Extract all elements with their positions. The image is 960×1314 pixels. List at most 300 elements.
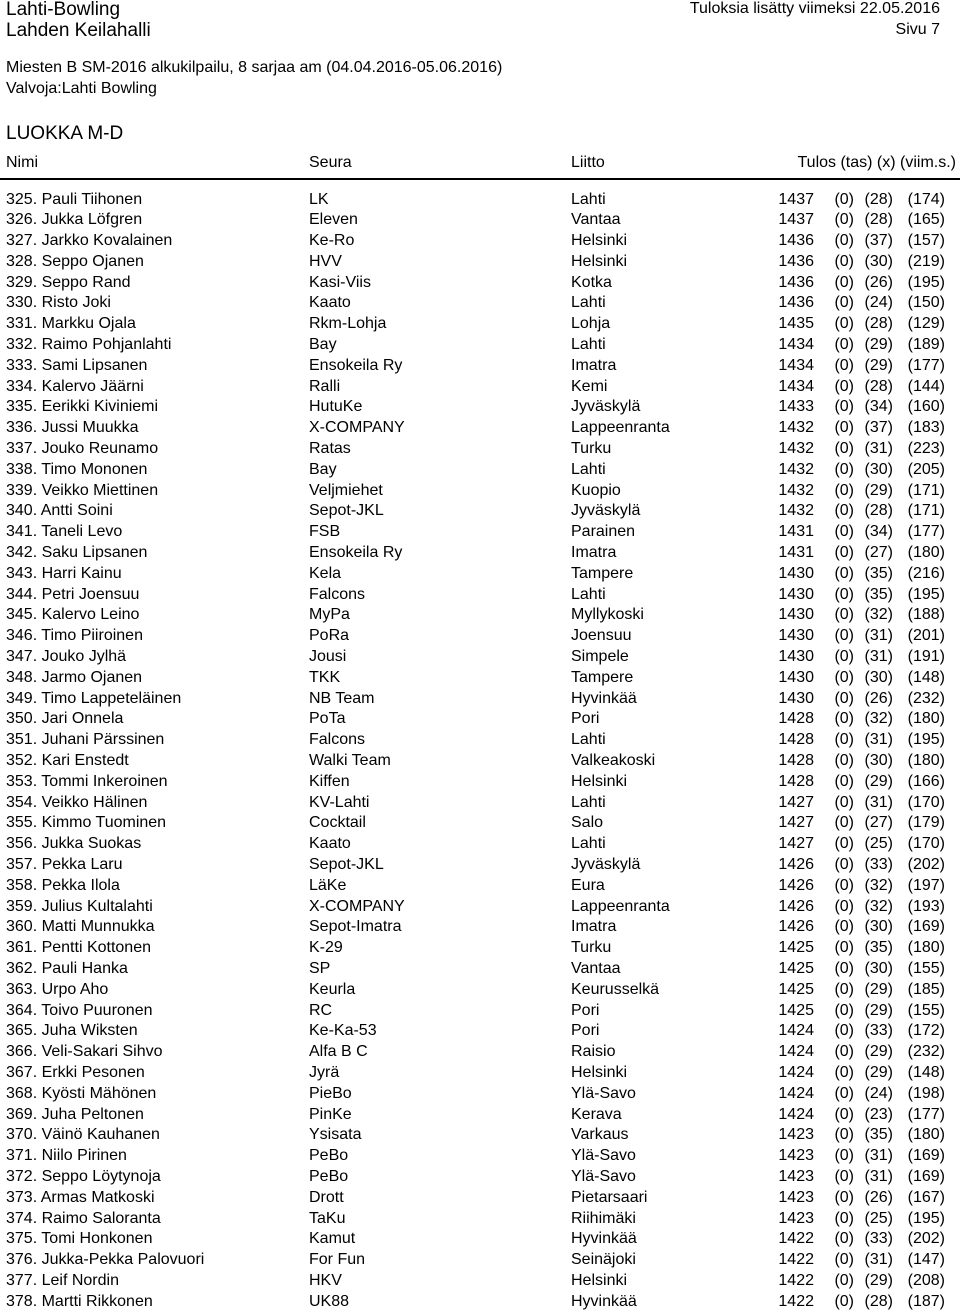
- player-association: Keurusselkä: [571, 980, 660, 998]
- player-name: 374. Raimo Saloranta: [6, 1209, 161, 1227]
- player-name: 356. Jukka Suokas: [6, 835, 142, 853]
- player-score: 1427: [778, 814, 814, 832]
- player-strikes: (28): [864, 190, 893, 208]
- column-header-association: Liitto: [571, 154, 605, 171]
- table-row: [0, 1167, 960, 1188]
- player-club: TaKu: [309, 1209, 346, 1227]
- player-association: Eura: [571, 876, 605, 894]
- table-row: [0, 1146, 960, 1167]
- player-club: HVV: [309, 252, 342, 270]
- player-score: 1434: [778, 356, 814, 374]
- player-last-series: (195): [907, 731, 945, 749]
- table-row: [0, 293, 960, 314]
- column-header-row: [0, 153, 960, 173]
- player-strikes: (31): [864, 1251, 893, 1269]
- player-score: 1426: [778, 856, 814, 873]
- table-row: [0, 813, 960, 834]
- player-name: 330. Risto Joki: [6, 294, 111, 312]
- player-handicap: (0): [834, 1188, 854, 1206]
- player-name: 366. Veli-Sakari Sihvo: [6, 1043, 163, 1061]
- player-association: Imatra: [571, 918, 617, 936]
- player-last-series: (148): [907, 1063, 945, 1081]
- table-row: [0, 793, 960, 814]
- player-name: 333. Sami Lipsanen: [6, 356, 148, 374]
- hall-name: Lahden Keilahalli: [6, 20, 151, 41]
- player-strikes: (37): [864, 232, 893, 250]
- player-association: Lohja: [571, 315, 611, 333]
- player-handicap: (0): [834, 959, 854, 977]
- player-association: Joensuu: [571, 627, 632, 645]
- table-row: [0, 460, 960, 481]
- player-handicap: (0): [834, 1105, 854, 1123]
- player-club: Ratas: [309, 440, 351, 458]
- table-row: [0, 897, 960, 918]
- player-club: Sepot-JKL: [309, 502, 384, 520]
- table-row: [0, 1292, 960, 1313]
- player-strikes: (35): [864, 564, 893, 582]
- player-handicap: (0): [834, 294, 854, 312]
- last-updated: Tuloksia lisätty viimeksi 22.05.2016: [689, 0, 940, 17]
- table-row: [0, 481, 960, 502]
- player-association: Parainen: [571, 523, 636, 541]
- player-handicap: (0): [834, 1292, 854, 1310]
- player-club: LK: [309, 190, 329, 208]
- player-association: Lahti: [571, 460, 606, 478]
- table-row: [0, 876, 960, 897]
- player-strikes: (28): [864, 377, 893, 395]
- player-strikes: (31): [864, 648, 893, 666]
- player-name: 352. Kari Enstedt: [6, 752, 129, 770]
- player-name: 360. Matti Munnukka: [6, 918, 155, 936]
- table-row: [0, 959, 960, 980]
- player-club: FSB: [309, 523, 341, 541]
- player-strikes: (25): [864, 835, 893, 853]
- player-handicap: (0): [834, 460, 854, 478]
- player-association: Kemi: [571, 377, 608, 395]
- player-last-series: (197): [907, 876, 945, 894]
- player-last-series: (216): [907, 564, 945, 582]
- player-last-series: (157): [907, 232, 945, 250]
- player-association: Vantaa: [571, 211, 621, 229]
- player-score: 1435: [778, 315, 814, 333]
- player-last-series: (223): [907, 440, 945, 458]
- player-handicap: (0): [834, 502, 854, 520]
- player-score: 1432: [778, 502, 814, 520]
- player-strikes: (25): [864, 1209, 893, 1227]
- player-last-series: (205): [907, 460, 945, 478]
- table-row: [0, 647, 960, 668]
- player-handicap: (0): [834, 273, 854, 291]
- player-club: Kela: [309, 564, 342, 582]
- class-title: LUOKKA M-D: [6, 123, 124, 144]
- player-name: 372. Seppo Löytynoja: [6, 1167, 161, 1185]
- player-name: 354. Veikko Hälinen: [6, 793, 148, 811]
- player-handicap: (0): [834, 523, 854, 541]
- player-score: 1431: [778, 523, 814, 541]
- player-association: Hyvinkää: [571, 1292, 637, 1310]
- header-divider: [0, 178, 960, 180]
- table-row: [0, 190, 960, 211]
- player-name: 377. Leif Nordin: [6, 1271, 119, 1289]
- player-handicap: (0): [834, 336, 854, 354]
- player-name: 337. Jouko Reunamo: [6, 440, 159, 458]
- player-club: HKV: [309, 1271, 342, 1289]
- player-handicap: (0): [834, 1043, 854, 1061]
- supervisor: Valvoja:Lahti Bowling: [6, 80, 157, 97]
- player-last-series: (167): [907, 1188, 945, 1206]
- player-strikes: (29): [864, 1271, 893, 1289]
- player-handicap: (0): [834, 440, 854, 458]
- competition-title: Miesten B SM-2016 alkukilpailu, 8 sarjaa am (04.04.2016-05.06.2016): [6, 59, 503, 76]
- player-association: Lahti: [571, 190, 606, 208]
- player-club: Ysisata: [309, 1126, 362, 1144]
- player-strikes: (29): [864, 1063, 893, 1081]
- table-row: [0, 397, 960, 418]
- player-score: 1430: [778, 627, 814, 645]
- player-handicap: (0): [834, 211, 854, 229]
- player-club: SP: [309, 959, 331, 977]
- player-strikes: (24): [864, 294, 893, 312]
- table-row: [0, 522, 960, 543]
- player-strikes: (32): [864, 710, 893, 728]
- player-last-series: (185): [907, 980, 945, 998]
- player-handicap: (0): [834, 606, 854, 624]
- player-strikes: (30): [864, 668, 893, 686]
- player-association: Lahti: [571, 793, 606, 811]
- player-last-series: (187): [907, 1292, 945, 1310]
- player-score: 1422: [778, 1230, 814, 1248]
- player-score: 1426: [778, 897, 814, 915]
- player-club: Jyrä: [309, 1063, 340, 1081]
- player-strikes: (27): [864, 544, 893, 562]
- player-strikes: (31): [864, 440, 893, 458]
- player-handicap: (0): [834, 752, 854, 770]
- player-association: Vantaa: [571, 959, 621, 977]
- player-last-series: (195): [907, 1209, 945, 1227]
- player-name: 364. Toivo Puuronen: [6, 1001, 153, 1019]
- player-strikes: (28): [864, 1292, 893, 1310]
- table-row: [0, 730, 960, 751]
- player-last-series: (150): [907, 294, 945, 312]
- player-club: PeBo: [309, 1147, 349, 1165]
- player-association: Helsinki: [571, 772, 628, 790]
- table-row: [0, 210, 960, 231]
- player-strikes: (29): [864, 481, 893, 499]
- player-handicap: (0): [834, 1063, 854, 1081]
- player-last-series: (232): [907, 689, 945, 707]
- player-score: 1430: [778, 606, 814, 624]
- player-association: Turku: [571, 939, 612, 957]
- player-name: 370. Väinö Kauhanen: [6, 1126, 160, 1144]
- player-association: Jyväskylä: [571, 398, 641, 416]
- player-name: 351. Juhani Pärssinen: [6, 731, 165, 749]
- player-score: 1430: [778, 668, 814, 686]
- table-row: [0, 980, 960, 1001]
- player-handicap: (0): [834, 835, 854, 853]
- player-strikes: (29): [864, 980, 893, 998]
- player-association: Lahti: [571, 294, 606, 312]
- player-association: Simpele: [571, 648, 629, 666]
- player-last-series: (169): [907, 1167, 945, 1185]
- player-club: Ensokeila Ry: [309, 356, 403, 374]
- player-last-series: (169): [907, 1147, 945, 1165]
- player-strikes: (29): [864, 336, 893, 354]
- player-score: 1430: [778, 564, 814, 582]
- player-association: Helsinki: [571, 252, 628, 270]
- player-score: 1432: [778, 460, 814, 478]
- player-name: 349. Timo Lappeteläinen: [6, 689, 182, 707]
- player-association: Jyväskylä: [571, 856, 641, 873]
- player-association: Pori: [571, 1001, 600, 1019]
- player-club: Alfa B C: [309, 1043, 368, 1061]
- player-score: 1432: [778, 440, 814, 458]
- table-row: [0, 356, 960, 377]
- player-score: 1431: [778, 544, 814, 562]
- player-name: 329. Seppo Rand: [6, 273, 131, 291]
- player-last-series: (177): [907, 356, 945, 374]
- player-last-series: (183): [907, 419, 945, 437]
- player-score: 1428: [778, 772, 814, 790]
- player-association: Lahti: [571, 835, 606, 853]
- player-last-series: (148): [907, 668, 945, 686]
- player-club: Falcons: [309, 585, 366, 603]
- player-association: Lahti: [571, 585, 606, 603]
- player-handicap: (0): [834, 1001, 854, 1019]
- player-last-series: (180): [907, 544, 945, 562]
- player-last-series: (189): [907, 336, 945, 354]
- player-club: Keurla: [309, 980, 356, 998]
- player-name: 362. Pauli Hanka: [6, 959, 128, 977]
- player-strikes: (24): [864, 1084, 893, 1102]
- player-handicap: (0): [834, 419, 854, 437]
- player-name: 338. Timo Mononen: [6, 460, 148, 478]
- player-last-series: (170): [907, 835, 945, 853]
- player-last-series: (202): [907, 1230, 945, 1248]
- player-association: Imatra: [571, 544, 617, 562]
- player-handicap: (0): [834, 710, 854, 728]
- player-score: 1427: [778, 793, 814, 811]
- player-strikes: (31): [864, 1167, 893, 1185]
- player-name: 342. Saku Lipsanen: [6, 544, 148, 562]
- player-club: Bay: [309, 336, 337, 354]
- player-handicap: (0): [834, 564, 854, 582]
- player-last-series: (147): [907, 1251, 945, 1269]
- player-club: Sepot-Imatra: [309, 918, 402, 936]
- player-strikes: (35): [864, 1126, 893, 1144]
- player-name: 371. Niilo Pirinen: [6, 1147, 127, 1165]
- column-header-name: Nimi: [6, 154, 38, 171]
- player-club: Kaato: [309, 294, 351, 312]
- player-handicap: (0): [834, 876, 854, 894]
- player-handicap: (0): [834, 1022, 854, 1040]
- player-last-series: (201): [907, 627, 945, 645]
- player-score: 1422: [778, 1271, 814, 1289]
- player-score: 1423: [778, 1167, 814, 1185]
- player-club: X-COMPANY: [309, 897, 405, 915]
- player-club: PinKe: [309, 1105, 352, 1123]
- player-strikes: (32): [864, 897, 893, 915]
- player-last-series: (155): [907, 1001, 945, 1019]
- player-name: 368. Kyösti Mähönen: [6, 1084, 157, 1102]
- player-association: Myllykoski: [571, 606, 644, 624]
- table-row: [0, 1105, 960, 1126]
- player-strikes: (29): [864, 1001, 893, 1019]
- player-name: 348. Jarmo Ojanen: [6, 668, 143, 686]
- table-row: [0, 585, 960, 606]
- player-last-series: (165): [907, 211, 945, 229]
- player-name: 359. Julius Kultalahti: [6, 897, 153, 915]
- player-name: 345. Kalervo Leino: [6, 606, 140, 624]
- player-score: 1424: [778, 1043, 814, 1061]
- player-score: 1432: [778, 419, 814, 437]
- player-association: Kerava: [571, 1105, 622, 1123]
- player-name: 365. Juha Wiksten: [6, 1022, 138, 1040]
- player-association: Lappeenranta: [571, 419, 670, 437]
- player-last-series: (180): [907, 939, 945, 957]
- player-name: 346. Timo Piiroinen: [6, 627, 143, 645]
- player-handicap: (0): [834, 315, 854, 333]
- player-last-series: (177): [907, 523, 945, 541]
- player-association: Lappeenranta: [571, 897, 670, 915]
- player-handicap: (0): [834, 689, 854, 707]
- player-club: MyPa: [309, 606, 350, 624]
- player-score: 1422: [778, 1251, 814, 1269]
- player-strikes: (33): [864, 1230, 893, 1248]
- player-club: Cocktail: [309, 814, 366, 832]
- player-score: 1422: [778, 1292, 814, 1310]
- player-association: Ylä-Savo: [571, 1147, 636, 1165]
- player-last-series: (193): [907, 897, 945, 915]
- player-strikes: (35): [864, 585, 893, 603]
- player-last-series: (180): [907, 752, 945, 770]
- player-score: 1430: [778, 648, 814, 666]
- player-score: 1437: [778, 190, 814, 208]
- player-score: 1424: [778, 1084, 814, 1102]
- player-score: 1436: [778, 273, 814, 291]
- player-score: 1423: [778, 1188, 814, 1206]
- table-row: [0, 626, 960, 647]
- player-handicap: (0): [834, 918, 854, 936]
- player-strikes: (23): [864, 1105, 893, 1123]
- player-last-series: (171): [907, 481, 945, 499]
- player-strikes: (28): [864, 502, 893, 520]
- table-row: [0, 605, 960, 626]
- table-row: [0, 252, 960, 273]
- player-association: Riihimäki: [571, 1209, 636, 1227]
- player-handicap: (0): [834, 731, 854, 749]
- player-club: HutuKe: [309, 398, 363, 416]
- player-score: 1428: [778, 731, 814, 749]
- player-association: Pori: [571, 1022, 600, 1040]
- player-last-series: (155): [907, 959, 945, 977]
- player-score: 1433: [778, 398, 814, 416]
- player-handicap: (0): [834, 190, 854, 208]
- table-row: [0, 1063, 960, 1084]
- player-club: TKK: [309, 668, 341, 686]
- player-strikes: (27): [864, 814, 893, 832]
- player-score: 1434: [778, 336, 814, 354]
- table-row: [0, 668, 960, 689]
- player-club: Bay: [309, 460, 337, 478]
- player-name: 373. Armas Matkoski: [6, 1188, 155, 1206]
- table-row: [0, 1021, 960, 1042]
- player-club: Kaato: [309, 835, 351, 853]
- table-row: [0, 418, 960, 439]
- player-name: 336. Jussi Muukka: [6, 419, 139, 437]
- column-header-club: Seura: [309, 154, 352, 171]
- table-row: [0, 564, 960, 585]
- table-row: [0, 709, 960, 730]
- player-strikes: (35): [864, 939, 893, 957]
- player-last-series: (174): [907, 190, 945, 208]
- player-club: Kamut: [309, 1230, 356, 1248]
- player-strikes: (30): [864, 959, 893, 977]
- player-strikes: (34): [864, 398, 893, 416]
- player-score: 1424: [778, 1105, 814, 1123]
- player-name: 335. Eerikki Kiviniemi: [6, 398, 159, 416]
- player-club: UK88: [309, 1292, 350, 1310]
- player-last-series: (160): [907, 398, 945, 416]
- player-strikes: (33): [864, 856, 893, 873]
- player-club: PeBo: [309, 1167, 349, 1185]
- player-club: PoRa: [309, 627, 350, 645]
- player-name: 367. Erkki Pesonen: [6, 1063, 145, 1081]
- player-name: 350. Jari Onnela: [6, 710, 124, 728]
- player-handicap: (0): [834, 1251, 854, 1269]
- player-association: Varkaus: [571, 1126, 629, 1144]
- player-last-series: (179): [907, 814, 945, 832]
- player-handicap: (0): [834, 544, 854, 562]
- player-last-series: (195): [907, 585, 945, 603]
- player-name: 378. Martti Rikkonen: [6, 1292, 153, 1310]
- player-strikes: (30): [864, 752, 893, 770]
- table-row: [0, 917, 960, 938]
- player-association: Pori: [571, 710, 600, 728]
- player-score: 1427: [778, 835, 814, 853]
- player-last-series: (195): [907, 273, 945, 291]
- player-score: 1423: [778, 1147, 814, 1165]
- player-score: 1425: [778, 980, 814, 998]
- player-club: Sepot-JKL: [309, 856, 384, 873]
- table-row: [0, 938, 960, 959]
- table-row: [0, 273, 960, 294]
- player-club: Rkm-Lohja: [309, 315, 387, 333]
- player-last-series: (129): [907, 315, 945, 333]
- table-row: [0, 1209, 960, 1230]
- table-row: [0, 855, 960, 876]
- player-handicap: (0): [834, 793, 854, 811]
- player-handicap: (0): [834, 772, 854, 790]
- player-score: 1425: [778, 1001, 814, 1019]
- player-last-series: (166): [907, 772, 945, 790]
- player-club: K-29: [309, 939, 343, 957]
- player-score: 1423: [778, 1209, 814, 1227]
- player-handicap: (0): [834, 627, 854, 645]
- player-handicap: (0): [834, 814, 854, 832]
- player-last-series: (232): [907, 1043, 945, 1061]
- table-row: [0, 335, 960, 356]
- player-last-series: (180): [907, 1126, 945, 1144]
- player-score: 1426: [778, 876, 814, 894]
- player-last-series: (208): [907, 1271, 945, 1289]
- player-last-series: (177): [907, 1105, 945, 1123]
- table-row: [0, 751, 960, 772]
- table-row: [0, 1250, 960, 1271]
- player-strikes: (29): [864, 356, 893, 374]
- player-club: Ralli: [309, 377, 341, 395]
- table-row: [0, 689, 960, 710]
- player-handicap: (0): [834, 668, 854, 686]
